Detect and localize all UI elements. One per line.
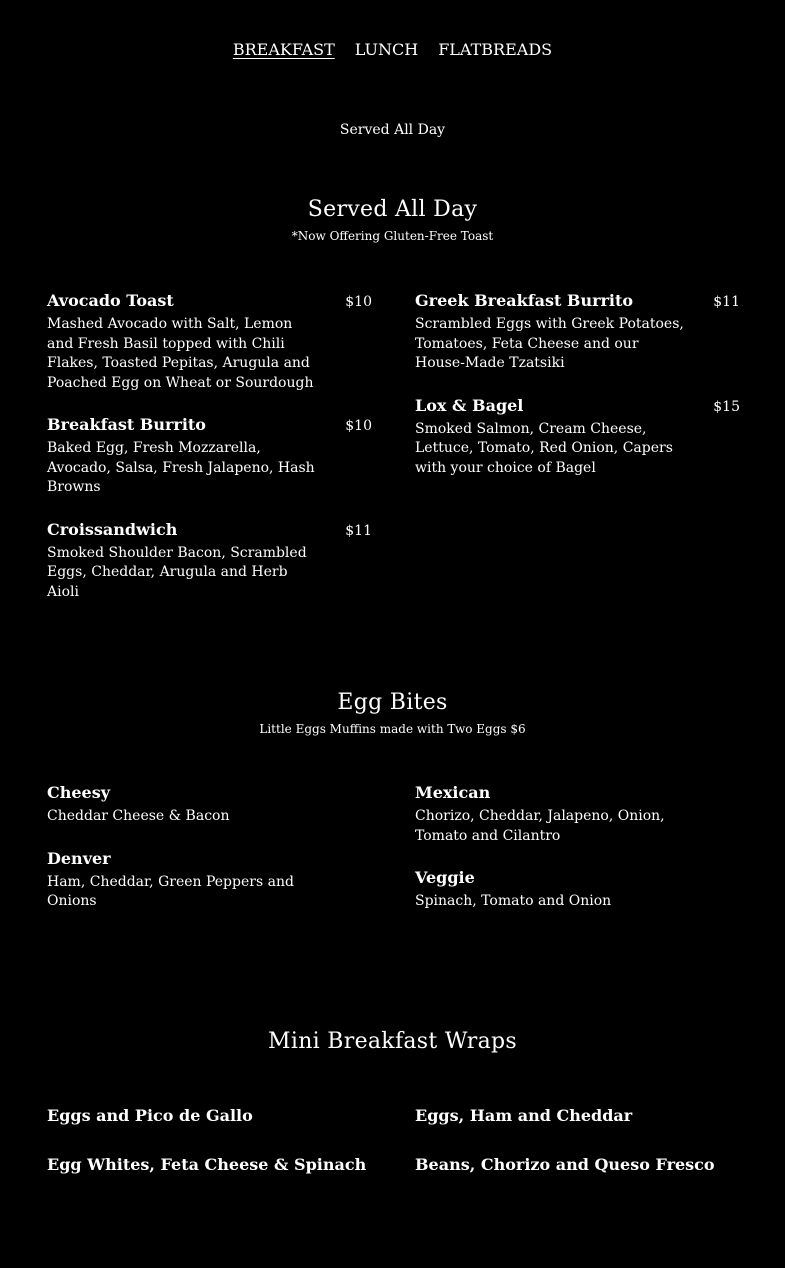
item-description: Smoked Salmon, Cream Cheese, Lettuce, Tomato, Red Onion, Capers with your choice of Bagel (415, 420, 673, 476)
item-description: Mashed Avocado with Salt, Lemon and Fresh Basil topped with Chili Flakes, Toasted Pepitas, Arugula and Poached Egg on Wheat or Sourdough (47, 316, 314, 391)
section-title-egg-bites: Egg Bites (337, 690, 448, 715)
item-name: Lox & Bagel (415, 395, 524, 415)
section1-right-column (415, 291, 740, 500)
item-price: $11 (713, 294, 740, 310)
menu-item (47, 849, 372, 912)
section1-left-column (47, 291, 372, 624)
menu-item (47, 415, 372, 498)
menu-item (47, 520, 372, 603)
section2-left-column (47, 783, 372, 934)
section2-right-column (415, 783, 740, 934)
item-price: $10 (345, 294, 372, 310)
item-name: Cheesy (47, 783, 111, 802)
item-name: Denver (47, 848, 111, 868)
item-name: Veggie (415, 868, 475, 887)
menu-item (47, 291, 372, 393)
section-title-served-all-day: Served All Day (307, 197, 478, 222)
nav-flatbreads[interactable]: FLATBREADS (438, 40, 553, 59)
section-note-egg-bites: Little Eggs Muffins made with Two Eggs $6 (259, 722, 526, 736)
item-description: Cheddar Cheese & Bacon (47, 808, 230, 824)
section3-left-column (47, 1106, 372, 1204)
menu-item (415, 396, 740, 479)
menu-item (47, 783, 372, 827)
item-description: Baked Egg, Fresh Mozzarella, Avocado, Salsa, Fresh Jalapeno, Hash Browns (47, 440, 315, 495)
menu-item (415, 868, 740, 912)
wrap-item: Eggs and Pico de Gallo (47, 1106, 253, 1125)
menu-nav (0, 40, 785, 59)
item-name: Greek Breakfast Burrito (415, 291, 634, 310)
item-price: $11 (345, 522, 372, 539)
intro-text: Served All Day (339, 122, 446, 138)
item-name: Avocado Toast (47, 291, 174, 310)
section-note-gluten-free: *Now Offering Gluten-Free Toast (291, 229, 494, 243)
item-description: Scrambled Eggs with Greek Potatoes, Tomatoes, Feta Cheese and our House-Made Tzatsiki (415, 316, 684, 371)
wrap-item: Egg Whites, Feta Cheese & Spinach (47, 1155, 367, 1174)
menu-item (415, 783, 740, 846)
item-name: Breakfast Burrito (47, 415, 206, 434)
item-name: Croissandwich (47, 519, 178, 539)
section-title-mini-wraps: Mini Breakfast Wraps (268, 1029, 517, 1054)
item-description: Smoked Shoulder Bacon, Scrambled Eggs, Cheddar, Arugula and Herb Aioli (47, 544, 307, 600)
nav-lunch[interactable]: LUNCH (354, 40, 419, 59)
menu-item (415, 291, 740, 374)
wrap-item: Beans, Chorizo and Queso Fresco (415, 1155, 715, 1174)
item-description: Spinach, Tomato and Onion (415, 893, 612, 909)
item-description: Chorizo, Cheddar, Jalapeno, Onion, Tomato and Cilantro (415, 808, 665, 844)
wrap-item: Eggs, Ham and Cheddar (415, 1106, 633, 1125)
section3-right-column (415, 1106, 740, 1204)
nav-breakfast[interactable]: BREAKFAST (232, 40, 335, 59)
item-price: $10 (345, 418, 372, 434)
item-name: Mexican (415, 783, 491, 802)
item-price: $15 (713, 398, 740, 415)
item-description: Ham, Cheddar, Green Peppers and Onions (47, 873, 294, 909)
